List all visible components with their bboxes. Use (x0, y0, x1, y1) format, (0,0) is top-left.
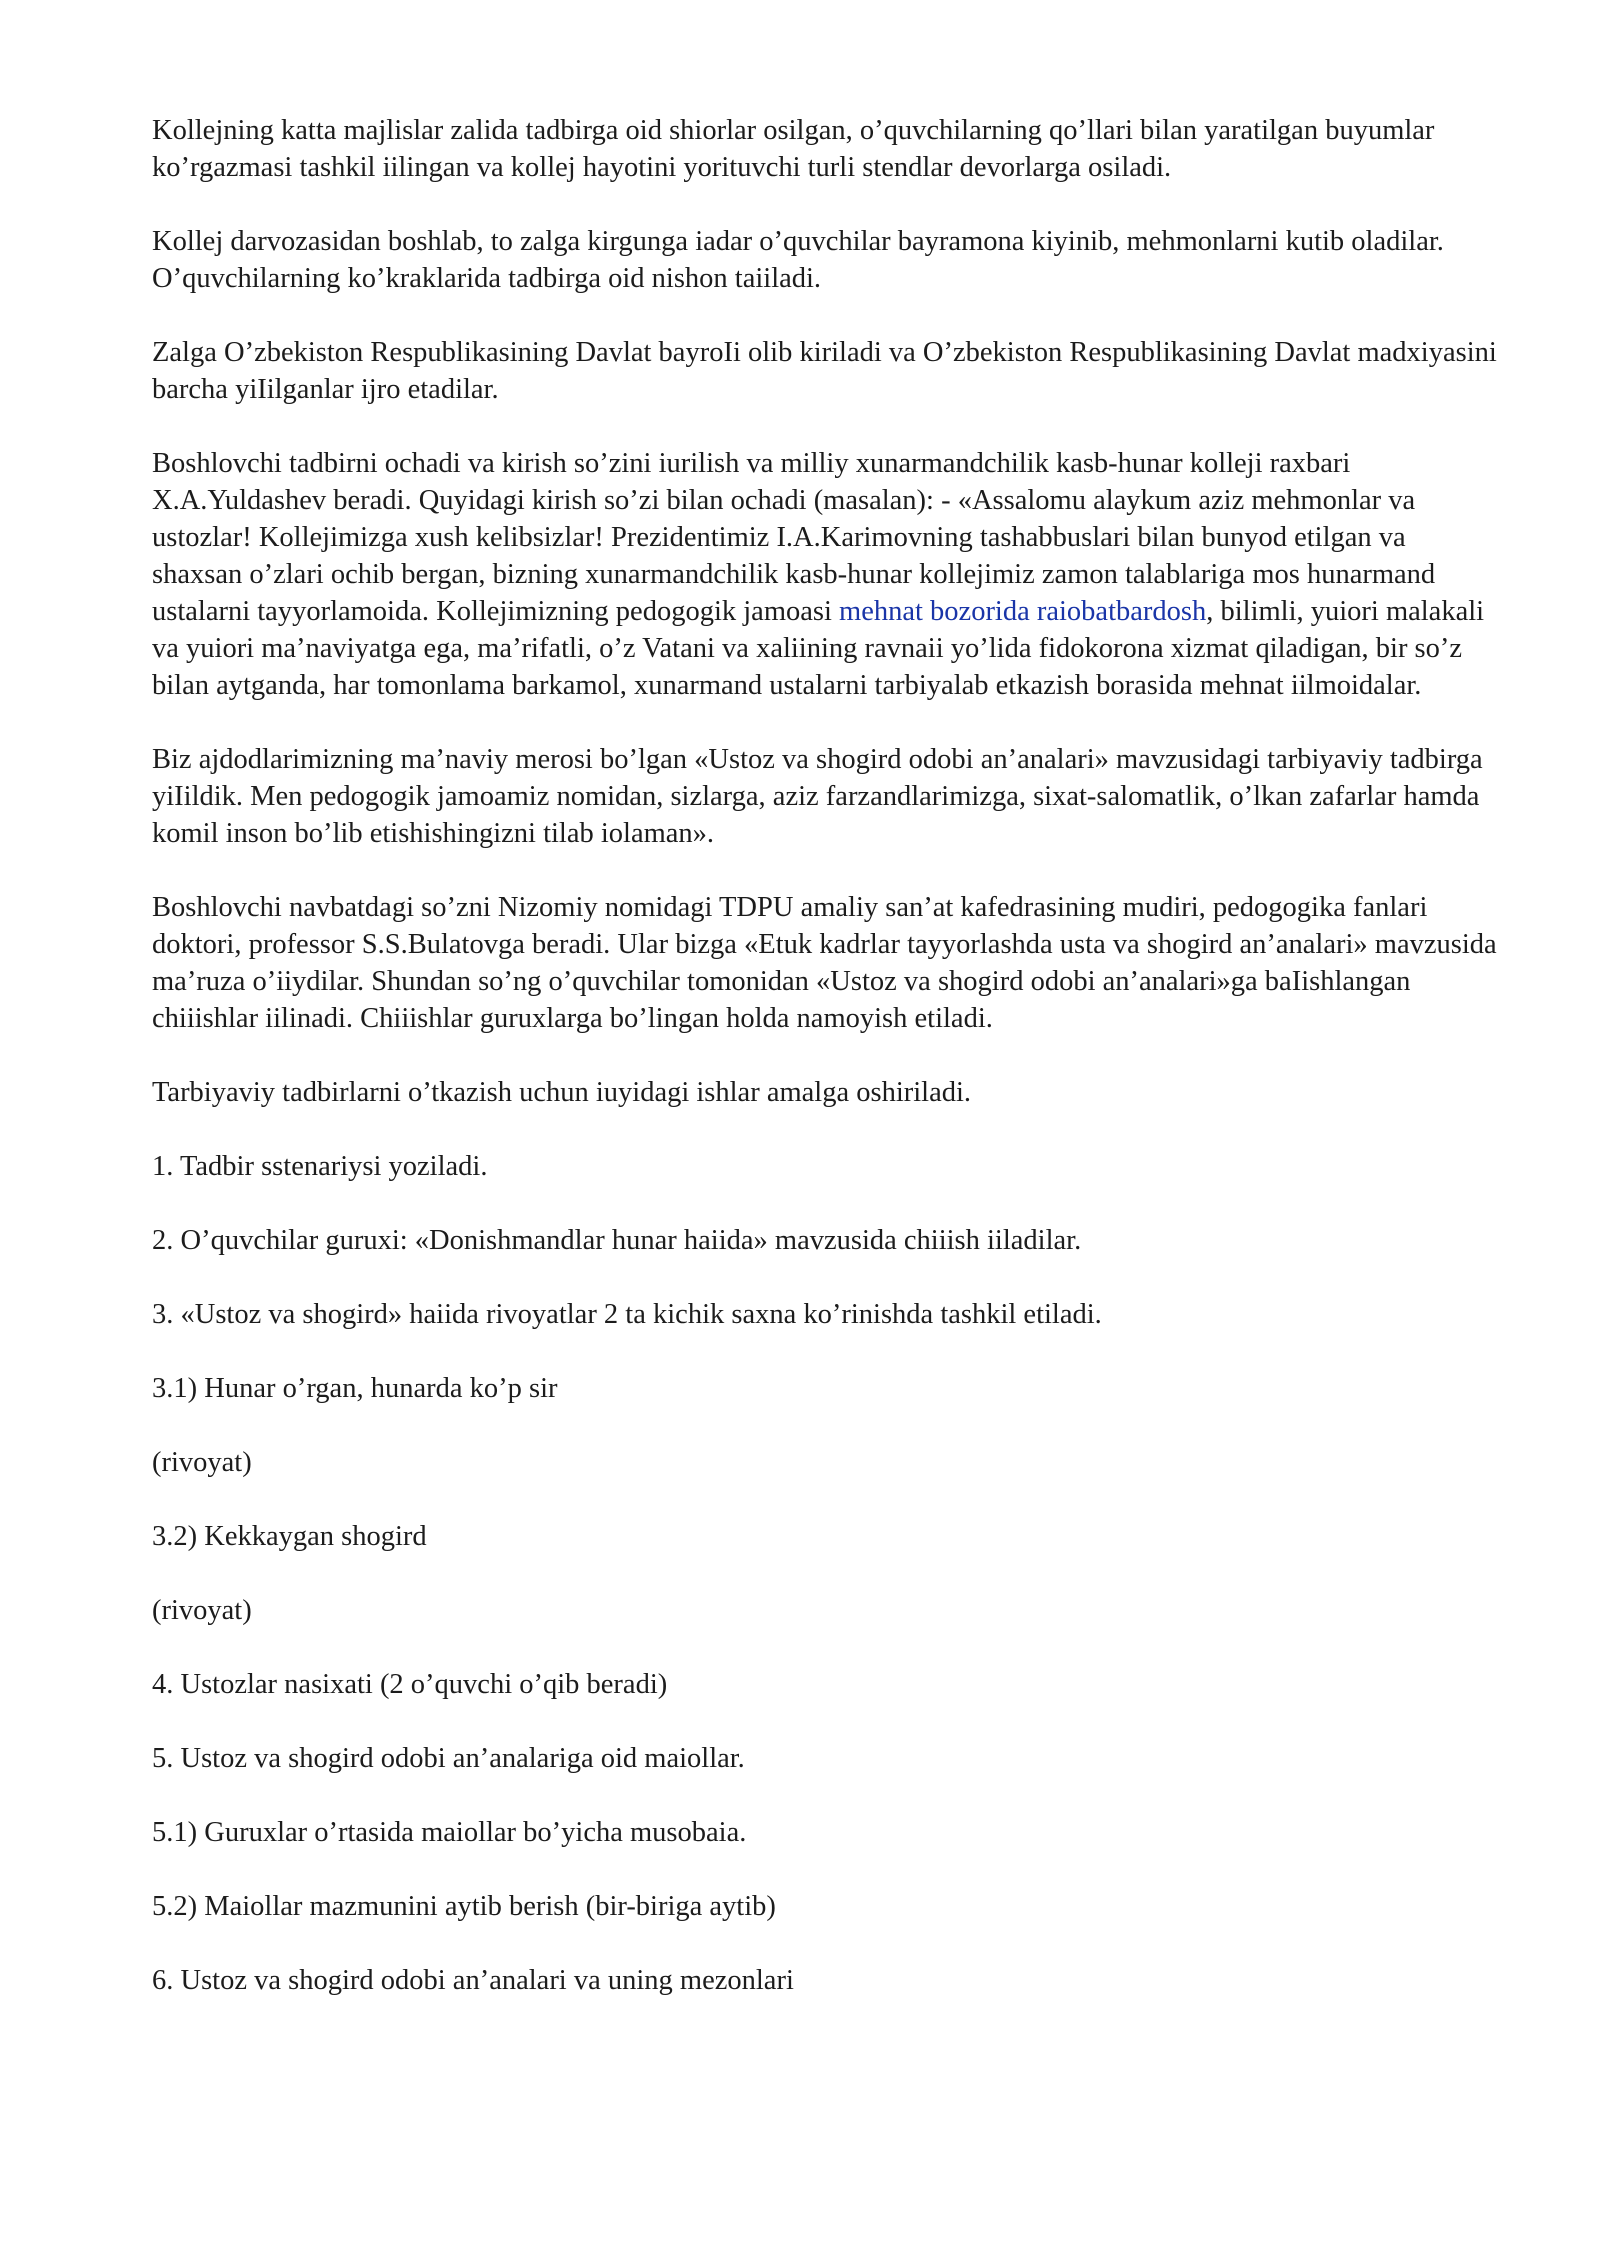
paragraph-hall-decoration: Kollejning katta majlislar zalida tadbirga oid shiorlar osilgan, o’quvchilarning qo’llari bilan yaratilgan buyumlar ko’rgazmasi tashkil iilingan va kollej hayotini yorituvchi turli stendlar devorlarga osiladi. (152, 115, 1435, 183)
list-item: 2. O’quvchilar guruxi: «Donishmandlar hunar haiida» mavzusida chiiish iiladilar. (152, 1225, 1082, 1256)
list-item: (rivoyat) (152, 1595, 252, 1626)
list-item: 4. Ustozlar nasixati (2 o’quvchi o’qib beradi) (152, 1669, 668, 1700)
list-item: 5.2) Maiollar mazmunini aytib berish (bir-biriga aytib) (152, 1891, 776, 1922)
opening-speech-text-start: Boshlovchi tadbirni ochadi va kirish so’zini iurilish va milliy xunarmandchilik kasb-hunar kolleji raxbari X.A.Yuldashev beradi. Quyidagi kirish so’zi bilan ochadi (masalan): - «Assalomu alaykum aziz mehmonlar va ustozlar! Kollejimizga xush kelibsizlar! Prezidentimiz I.A.Karimovning tashabbuslari bilan bunyod etilgan va shaxsan o’zlari ochib bergan, bizning xunarmandchilik kasb-hunar kollejimiz zamon talablariga mos hunarmand ustalarni tayyorlamoida. Kollejimizning pedogogik jamoasi (152, 448, 1436, 627)
document-page (152, 112, 1502, 2036)
list-item: 6. Ustoz va shogird odobi an’analari va uning mezonlari (152, 1965, 794, 1996)
list-item: 1. Tadbir sstenariysi yoziladi. (152, 1151, 488, 1182)
paragraph-opening-speech (152, 445, 1502, 704)
paragraph-guests-welcome: Kollej darvozasidan boshlab, to zalga kirgunga iadar o’quvchilar bayramona kiyinib, mehmonlarni kutib oladilar. O’quvchilarning ko’kraklarida tadbirga oid nishon taiiladi. (152, 226, 1444, 294)
opening-speech-text-end: , bilimli, yuiori malakali va yuiori ma’naviyatga ega, ma’rifatli, o’z Vatani va xaliining ravnaii yo’lida fidokorona xizmat qiladigan, bir so’z bilan aytganda, har tomonlama barkamol, xunarmand ustalarni tarbiyalab etkazish borasida mehnat iilmoidalar. (152, 596, 1485, 701)
paragraph-tasks-intro: Tarbiyaviy tadbirlarni o’tkazish uchun iuyidagi ishlar amalga oshiriladi. (152, 1077, 972, 1108)
paragraph-flag-anthem: Zalga O’zbekiston Respublikasining Davlat bayroIi olib kiriladi va O’zbekiston Respublikasining Davlat madxiyasini barcha yiIilganlar ijro etadilar. (152, 337, 1497, 405)
list-item: 3. «Ustoz va shogird» haiida rivoyatlar 2 ta kichik saxna ko’rinishda tashkil etiladi. (152, 1299, 1102, 1330)
list-item: 5. Ustoz va shogird odobi an’analariga oid maiollar. (152, 1743, 745, 1774)
paragraph-heritage-event: Biz ajdodlarimizning ma’naviy merosi bo’lgan «Ustoz va shogird odobi an’analari» mavzusidagi tarbiyaviy tadbirga yiIildik. Men pedogogik jamoamiz nomidan, sizlarga, aziz farzandlarimizga, sixat-salomatlik, o’lkan zafarlar hamda komil inson bo’lib etishishingizni tilab iolaman». (152, 744, 1483, 849)
paragraph-professor-speech: Boshlovchi navbatdagi so’zni Nizomiy nomidagi TDPU amaliy san’at kafedrasining mudiri, pedogogika fanlari doktori, professor S.S.Bulatovga beradi. Ular bizga «Etuk kadrlar tayyorlashda usta va shogird an’analari» mavzusida ma’ruza o’iiydilar. Shundan so’ng o’quvchilar tomonidan «Ustoz va shogird odobi an’analari»ga baIishlangan chiiishlar iilinadi. Chiiishlar guruxlarga bo’lingan holda namoyish etiladi. (152, 892, 1497, 1034)
list-item: (rivoyat) (152, 1447, 252, 1478)
list-item: 5.1) Guruxlar o’rtasida maiollar bo’yicha musobaia. (152, 1817, 747, 1848)
list-item: 3.1) Hunar o’rgan, hunarda ko’p sir (152, 1373, 558, 1404)
labor-market-link[interactable]: mehnat bozorida raiobatbardosh (839, 596, 1207, 627)
list-item: 3.2) Kekkaygan shogird (152, 1521, 427, 1552)
